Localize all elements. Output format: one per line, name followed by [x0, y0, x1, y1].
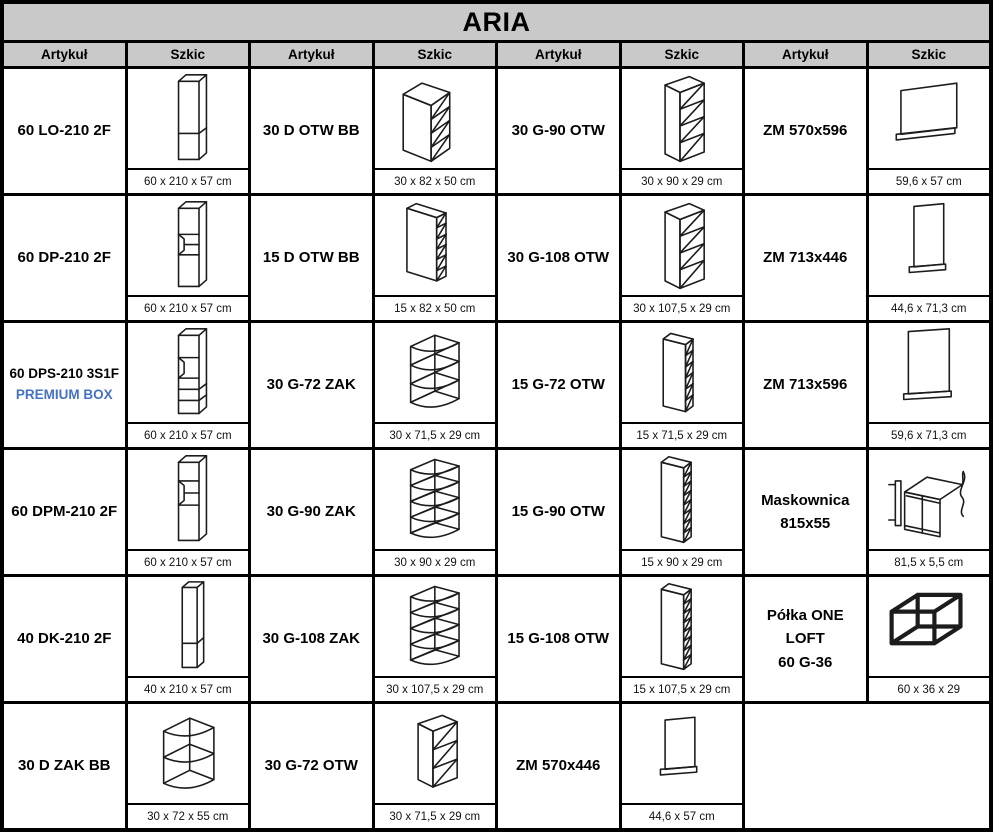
article-label: 30 G-108 OTW — [507, 249, 610, 267]
dims-label: 44,6 x 57 cm — [622, 803, 743, 828]
article-cell — [251, 69, 372, 193]
article-label: 15 G-72 OTW — [511, 376, 605, 394]
article-cell — [745, 323, 866, 447]
dims-label: 60 x 36 x 29 — [869, 676, 990, 701]
header-cell-szkic-0: Szkic — [128, 43, 249, 66]
dims-label: 81,5 x 5,5 cm — [869, 549, 990, 574]
sketch-panel-small — [624, 707, 740, 800]
page-title: ARIA — [4, 4, 989, 40]
sketch-tall-drawers — [130, 326, 246, 419]
article-label: PREMIUM BOX — [15, 387, 113, 402]
dims-label: 15 x 82 x 50 cm — [375, 295, 496, 320]
dims-label: 30 x 90 x 29 cm — [375, 549, 496, 574]
article-label: 60 DPM-210 2F — [11, 503, 118, 521]
sketch-area — [869, 323, 990, 422]
sketch-cell — [869, 69, 990, 193]
article-label: 60 DPS-210 3S1F — [9, 366, 120, 382]
dims-label: 15 x 90 x 29 cm — [622, 549, 743, 574]
sketch-wall-otw15-8 — [624, 453, 740, 546]
sketch-panel-tallnarrow — [871, 199, 987, 292]
sketch-base-otw15 — [377, 199, 493, 292]
article-cell — [498, 196, 619, 320]
sketch-area — [869, 69, 990, 168]
dims-label: 15 x 71,5 x 29 cm — [622, 422, 743, 447]
dims-label: 30 x 71,5 x 29 cm — [375, 803, 496, 828]
sketch-base-otw30 — [377, 72, 493, 165]
dims-label: 30 x 72 x 55 cm — [128, 803, 249, 828]
sketch-zak5 — [377, 453, 493, 546]
article-label: 30 D ZAK BB — [17, 757, 111, 775]
article-cell — [498, 577, 619, 701]
sketch-area — [375, 323, 496, 422]
sketch-cell — [622, 704, 743, 828]
article-cell — [251, 577, 372, 701]
article-label: 30 G-108 ZAK — [262, 630, 361, 648]
sketch-area — [375, 69, 496, 168]
sketch-cell — [128, 69, 249, 193]
sketch-cell — [622, 450, 743, 574]
dims-label: 30 x 107,5 x 29 cm — [375, 676, 496, 701]
article-label: 30 G-72 OTW — [264, 757, 358, 775]
sketch-wall-otw30-4 — [624, 72, 740, 165]
article-label: 60 G-36 — [778, 653, 833, 671]
sketch-panel-wide — [871, 72, 987, 165]
article-label: 30 G-90 ZAK — [266, 503, 356, 521]
article-label: 815x55 — [780, 515, 831, 532]
sketch-mask — [871, 453, 987, 546]
sketch-cell — [375, 69, 496, 193]
sketch-area — [622, 323, 743, 422]
sketch-tall-2f — [130, 72, 246, 165]
article-label: ZM 570x446 — [516, 757, 601, 775]
sketch-loft — [871, 580, 987, 673]
article-cell — [745, 69, 866, 193]
sketch-area — [375, 196, 496, 295]
sketch-base-zak — [130, 707, 246, 800]
sketch-area — [128, 323, 249, 422]
sketch-panel-tallwide — [871, 326, 987, 419]
empty-cell — [745, 704, 989, 828]
sketch-cell — [622, 323, 743, 447]
sketch-area — [622, 196, 743, 295]
sketch-tall-ovenmid — [130, 453, 246, 546]
article-label: Maskownica — [761, 491, 850, 509]
article-cell — [251, 323, 372, 447]
article-cell — [4, 450, 125, 574]
sketch-wall-otw15-8 — [624, 580, 740, 673]
sketch-area — [622, 704, 743, 803]
article-cell — [498, 69, 619, 193]
article-cell — [4, 577, 125, 701]
article-label: Półka ONE LOFT — [766, 607, 844, 648]
sketch-wall-otw15-6 — [624, 326, 740, 419]
article-label: ZM 713x596 — [763, 376, 848, 394]
sketch-zak4 — [377, 326, 493, 419]
article-label: 15 G-108 OTW — [507, 630, 610, 648]
article-cell — [745, 450, 866, 574]
sketch-area — [622, 450, 743, 549]
article-label: ZM 570x596 — [763, 122, 848, 140]
dims-label: 30 x 107,5 x 29 cm — [622, 295, 743, 320]
header-cell-artykul-3: Artykuł — [745, 43, 866, 66]
sketch-cell — [622, 196, 743, 320]
article-label: 40 DK-210 2F — [17, 630, 112, 648]
dims-label: 30 x 71,5 x 29 cm — [375, 422, 496, 447]
article-cell — [745, 196, 866, 320]
header-cell-szkic-1: Szkic — [375, 43, 496, 66]
sketch-area — [128, 450, 249, 549]
sketch-area — [869, 577, 990, 676]
dims-label: 59,6 x 57 cm — [869, 168, 990, 193]
dims-label: 60 x 210 x 57 cm — [128, 422, 249, 447]
article-label: ZM 713x446 — [763, 249, 848, 267]
sketch-cell — [128, 196, 249, 320]
article-cell — [4, 704, 125, 828]
header-cell-szkic-2: Szkic — [622, 43, 743, 66]
sketch-area — [869, 196, 990, 295]
sketch-cell — [869, 450, 990, 574]
article-cell — [498, 450, 619, 574]
article-cell — [251, 704, 372, 828]
dims-label: 44,6 x 71,3 cm — [869, 295, 990, 320]
article-label: 60 DP-210 2F — [17, 249, 111, 267]
dims-label: 60 x 210 x 57 cm — [128, 295, 249, 320]
sketch-cell — [375, 450, 496, 574]
article-label: 15 D OTW BB — [262, 249, 360, 267]
sketch-cell — [375, 196, 496, 320]
sketch-cell — [622, 69, 743, 193]
sketch-cell — [128, 450, 249, 574]
article-label: 30 D OTW BB — [262, 122, 360, 140]
sketch-cell — [128, 704, 249, 828]
article-cell — [251, 196, 372, 320]
header-cell-artykul-1: Artykuł — [251, 43, 372, 66]
article-cell — [498, 704, 619, 828]
sketch-area — [622, 577, 743, 676]
sketch-area — [128, 196, 249, 295]
article-cell — [498, 323, 619, 447]
sketch-tall-narrow — [130, 580, 246, 673]
dims-label: 30 x 82 x 50 cm — [375, 168, 496, 193]
sketch-area — [128, 69, 249, 168]
article-cell — [4, 196, 125, 320]
sketch-wall-otw30-4 — [624, 199, 740, 292]
sketch-cell — [128, 577, 249, 701]
sketch-area — [375, 450, 496, 549]
sketch-cell — [375, 577, 496, 701]
sketch-area — [375, 704, 496, 803]
article-cell — [251, 450, 372, 574]
dims-label: 60 x 210 x 57 cm — [128, 168, 249, 193]
article-label: 30 G-90 OTW — [511, 122, 605, 140]
dims-label: 60 x 210 x 57 cm — [128, 549, 249, 574]
sketch-cell — [375, 323, 496, 447]
sketch-cell — [869, 323, 990, 447]
article-label: 15 G-90 OTW — [511, 503, 605, 521]
sketch-area — [375, 577, 496, 676]
article-cell — [4, 69, 125, 193]
sketch-area — [869, 450, 990, 549]
sketch-area — [128, 577, 249, 676]
sketch-cell — [869, 196, 990, 320]
sketch-cell — [128, 323, 249, 447]
article-cell — [745, 577, 866, 701]
article-label: 30 G-72 ZAK — [266, 376, 356, 394]
dims-label: 15 x 107,5 x 29 cm — [622, 676, 743, 701]
dims-label: 59,6 x 71,3 cm — [869, 422, 990, 447]
sketch-tall-oven — [130, 199, 246, 292]
dims-label: 40 x 210 x 57 cm — [128, 676, 249, 701]
sketch-area — [622, 69, 743, 168]
sketch-area — [128, 704, 249, 803]
sketch-zak5 — [377, 580, 493, 673]
sketch-cell — [375, 704, 496, 828]
header-cell-artykul-2: Artykuł — [498, 43, 619, 66]
sketch-wall-otw30-3 — [377, 707, 493, 800]
sketch-cell — [622, 577, 743, 701]
article-label: 60 LO-210 2F — [17, 122, 111, 140]
header-cell-szkic-3: Szkic — [869, 43, 990, 66]
header-cell-artykul-0: Artykuł — [4, 43, 125, 66]
sketch-cell — [869, 577, 990, 701]
dims-label: 30 x 90 x 29 cm — [622, 168, 743, 193]
article-cell — [4, 323, 125, 447]
